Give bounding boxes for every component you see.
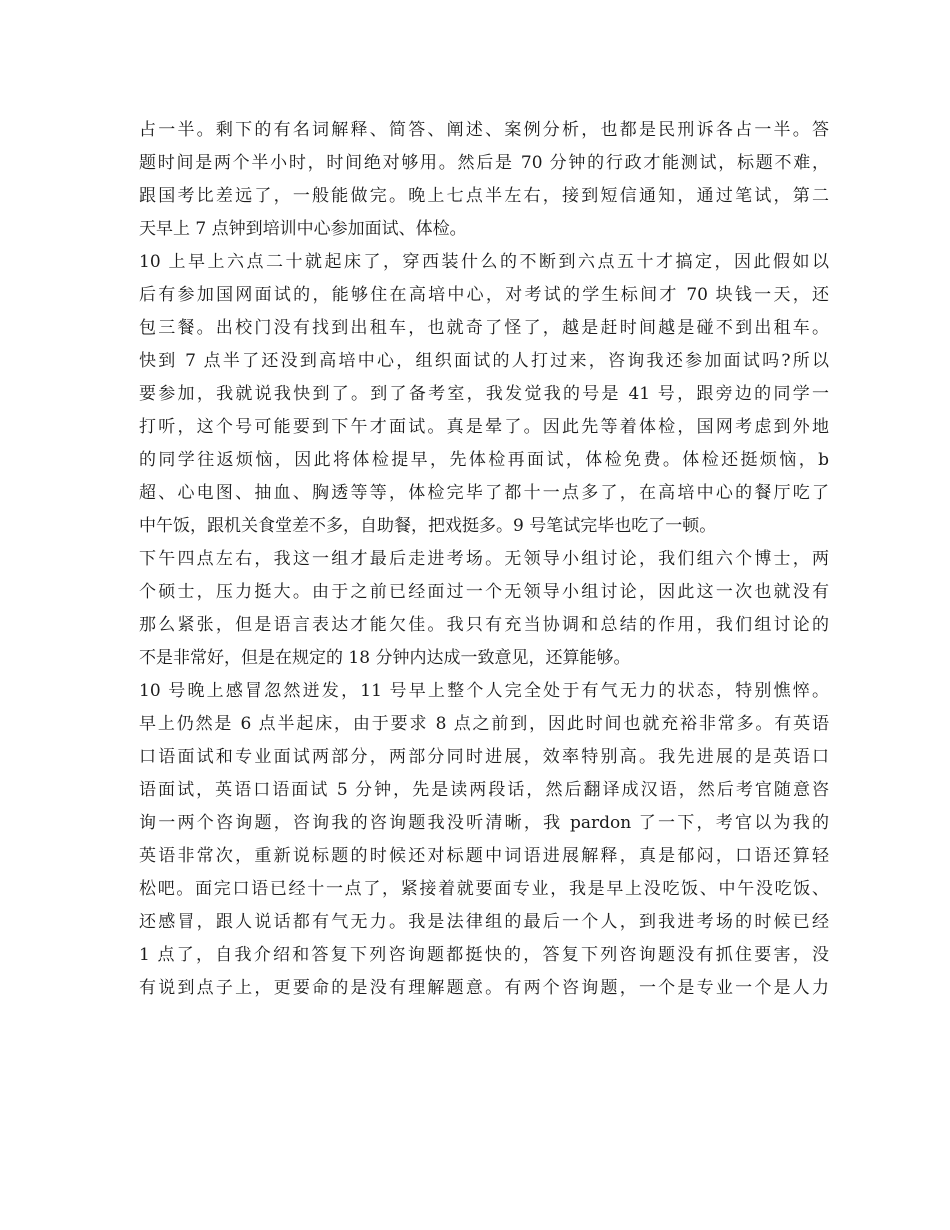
text-line: 包三餐。出校门没有找到出租车，也就奇了怪了，越是赶时间越是碰不到出租车。 [139, 318, 829, 338]
text-line: 不是非常好，但是在规定的 18 分钟内达成一致意见，还算能够。 [139, 648, 631, 668]
text-line: 中午饭，跟机关食堂差不多，自助餐，把戏挺多。9 号笔试完毕也吃了一顿。 [139, 516, 717, 536]
text-line: 超、心电图、抽血、胸透等等，体检完毕了都十一点多了，在高培中心的餐厅吃了 [139, 483, 829, 503]
text-line: 占一半。剩下的有名词解释、简答、阐述、案例分析，也都是民刑诉各占一半。答 [139, 120, 829, 140]
text-line: 1 点了，自我介绍和答复下列咨询题都挺快的，答复下列咨询题没有抓住要害，没 [139, 945, 829, 965]
text-line: 要参加，我就说我快到了。到了备考室，我发觉我的号是 41 号，跟旁边的同学一 [139, 384, 829, 404]
text-line: 个硕士，压力挺大。由于之前已经面过一个无领导小组讨论，因此这一次也就没有 [139, 582, 829, 602]
text-line: 天早上 7 点钟到培训中心参加面试、体检。 [139, 219, 467, 239]
text-line: 题时间是两个半小时，时间绝对够用。然后是 70 分钟的行政才能测试，标题不难， [139, 153, 829, 173]
text-line: 10 上早上六点二十就起床了，穿西装什么的不断到六点五十才搞定，因此假如以 [139, 252, 829, 272]
text-line: 早上仍然是 6 点半起床，由于要求 8 点之前到，因此时间也就充裕非常多。有英语 [139, 714, 829, 734]
body-text [139, 114, 829, 1005]
text-line: 那么紧张，但是语言表达才能欠佳。我只有充当协调和总结的作用，我们组讨论的 [139, 615, 829, 635]
text-line: 有说到点子上，更要命的是没有理解题意。有两个咨询题，一个是专业一个是人力 [139, 978, 829, 998]
text-line: 快到 7 点半了还没到高培中心，组织面试的人打过来，咨询我还参加面试吗?所以 [139, 351, 829, 371]
text-line: 的同学往返烦恼，因此将体检提早，先体检再面试，体检免费。体检还挺烦恼，b [139, 450, 829, 470]
text-line: 后有参加国网面试的，能够住在高培中心，对考试的学生标间才 70 块钱一天，还 [139, 285, 829, 305]
text-line: 打听，这个号可能要到下午才面试。真是晕了。因此先等着体检，国网考虑到外地 [139, 417, 829, 437]
text-line: 还感冒，跟人说话都有气无力。我是法律组的最后一个人，到我进考场的时候已经 [139, 912, 829, 932]
text-line: 英语非常次，重新说标题的时候还对标题中词语进展解释，真是郁闷，口语还算轻 [139, 846, 829, 866]
text-line: 松吧。面完口语已经十一点了，紧接着就要面专业，我是早上没吃饭、中午没吃饭、 [139, 879, 829, 899]
text-line: 语面试，英语口语面试 5 分钟，先是读两段话，然后翻译成汉语，然后考官随意咨 [139, 780, 829, 800]
text-line: 询一两个咨询题，咨询我的咨询题我没听清晰，我 pardon 了一下，考官以为我的 [139, 813, 829, 833]
text-line: 口语面试和专业面试两部分，两部分同时进展，效率特别高。我先进展的是英语口 [139, 747, 829, 767]
text-line: 下午四点左右，我这一组才最后走进考场。无领导小组讨论，我们组六个博士，两 [139, 549, 829, 569]
text-line: 10 号晚上感冒忽然迸发，11 号早上整个人完全处于有气无力的状态，特别憔悴。 [139, 681, 829, 701]
text-line: 跟国考比差远了，一般能做完。晚上七点半左右，接到短信通知，通过笔试，第二 [139, 186, 829, 206]
